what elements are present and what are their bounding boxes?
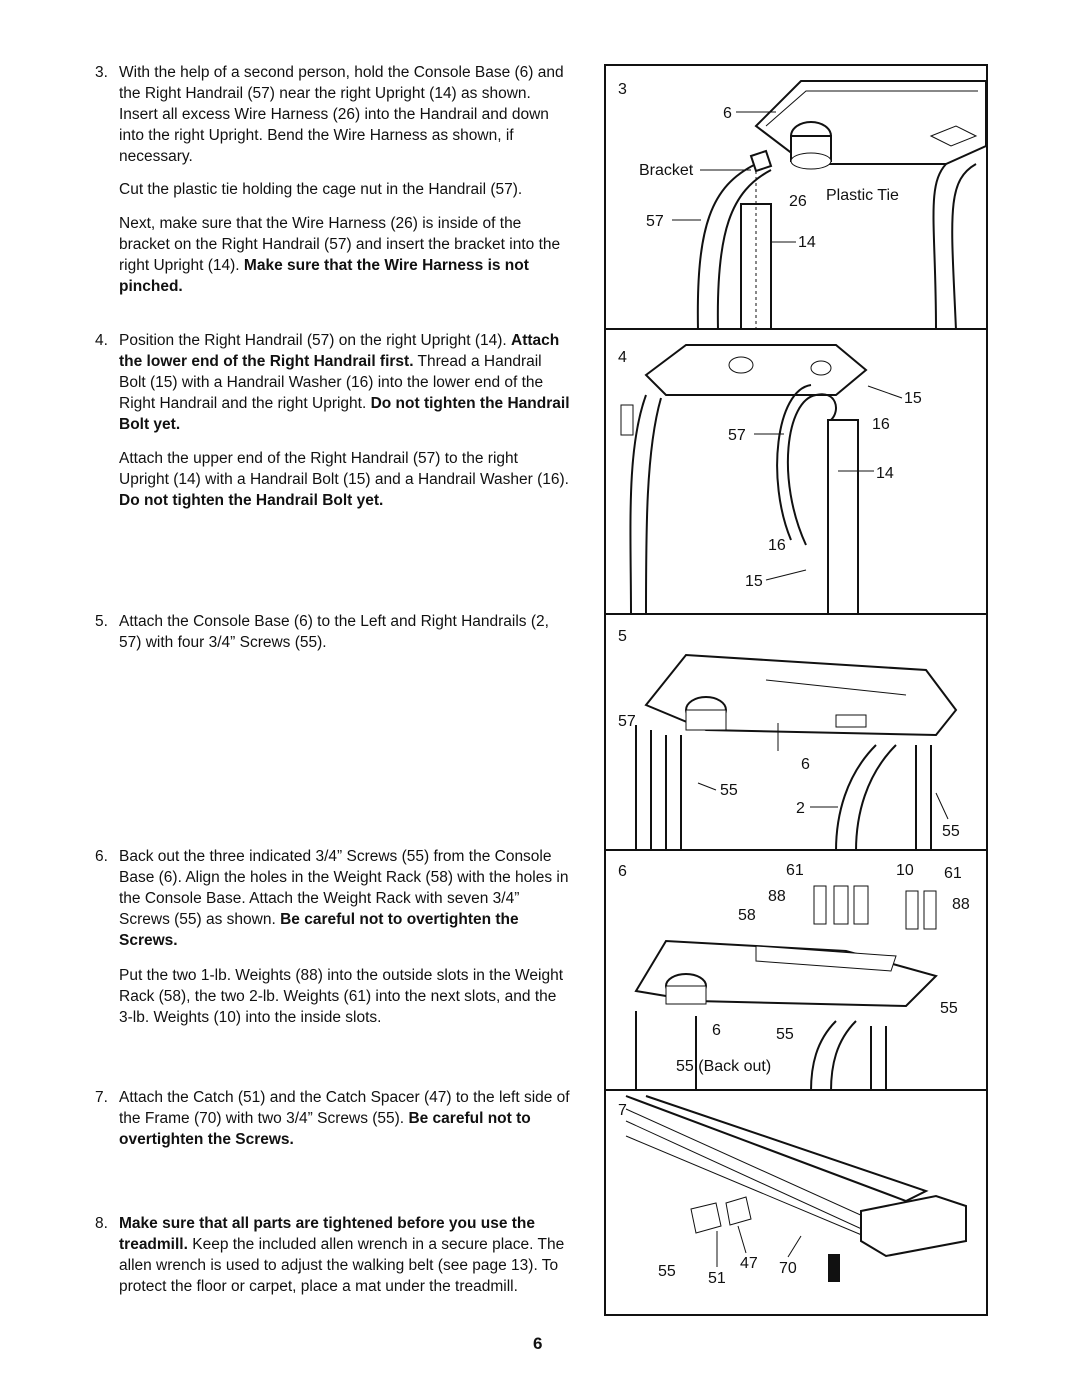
step-6 [95, 846, 570, 1028]
step-paragraph: Attach the Console Base (6) to the Left and Right Handrails (2, 57) with four 3/4” Screws (55). [119, 613, 549, 651]
step-paragraph: Position the Right Handrail (57) on the right Upright (14). Attach the lower end of the Right Handrail first. Thread a Handrail Bolt (15) with a Handrail Washer (16) into the lower end of the Right Handrail and the right Upright. Do not tighten the Handrail Bolt yet. [119, 332, 570, 433]
figure-number: 7 [618, 1102, 627, 1119]
warning-text: Do not tighten the Handrail Bolt yet. [119, 492, 384, 509]
step-paragraph: Put the two 1-lb. Weights (88) into the outside slots in the Weight Rack (58), the two 2-lb. Weights (61) into the next slots, and the 3-lb. Weights (10) into the inside slots. [119, 967, 563, 1026]
part-label: 2 [796, 800, 805, 817]
part-label: 55 [776, 1026, 794, 1043]
part-label: 47 [740, 1255, 758, 1272]
part-label: 55 [720, 782, 738, 799]
part-label: 57 [618, 713, 636, 730]
figure-6-drawing [606, 851, 986, 1091]
step-number: 8. [95, 1215, 108, 1232]
warning-text: Be careful not to overtighten the Screws. [119, 911, 519, 949]
step-paragraph: Attach the upper end of the Right Handrail (57) to the right Upright (14) with a Handrail Bolt (15) and a Handrail Washer (16). Do not tighten the Handrail Bolt yet. [119, 450, 569, 509]
step-number: 5. [95, 613, 108, 630]
callout-labels [728, 386, 922, 590]
warning-text: Do not tighten the Handrail Bolt yet. [119, 395, 570, 433]
figure-6 [604, 849, 988, 1091]
part-label: 16 [872, 416, 890, 433]
warning-text: Make sure that all parts are tightened before you use the treadmill. [119, 1215, 536, 1253]
step-paragraph: With the help of a second person, hold the Console Base (6) and the Right Handrail (57) near the right Upright (14) as shown. Insert all excess Wire Harness (26) into the Handrail and down into the right Upright. Bend the Wire Harness as shown, if necessary. [119, 64, 564, 165]
part-label: 61 [786, 862, 804, 879]
part-label: 16 [768, 537, 786, 554]
step-5 [95, 611, 570, 653]
part-label: 14 [876, 465, 894, 482]
part-label: 26 [789, 193, 807, 210]
step-number: 4. [95, 332, 108, 349]
part-label: 6 [723, 105, 732, 122]
part-label: 61 [944, 865, 962, 882]
part-label: 55 [658, 1263, 676, 1280]
part-label: 51 [708, 1270, 726, 1287]
callout-labels [658, 1226, 801, 1287]
part-label: Bracket [639, 162, 694, 179]
step-number: 7. [95, 1089, 108, 1106]
part-label: 6 [712, 1022, 721, 1039]
part-label: 88 [768, 888, 786, 905]
part-label: 58 [738, 907, 756, 924]
figure-number: 6 [618, 863, 627, 880]
part-label: 55 (Back out) [676, 1058, 772, 1075]
part-label: 55 [940, 1000, 958, 1017]
figure-7-drawing [606, 1091, 986, 1314]
figure-4-drawing [606, 330, 986, 615]
step-paragraph: Cut the plastic tie holding the cage nut in the Handrail (57). [119, 181, 523, 198]
step-paragraph: Next, make sure that the Wire Harness (26) is inside of the bracket on the Right Handrail (57) and insert the bracket into the right Upright (14). Make sure that the Wire Harness is not pinched. [119, 215, 561, 295]
figure-4 [604, 328, 988, 615]
figure-number: 4 [618, 349, 627, 366]
figure-5 [604, 613, 988, 851]
part-label: 6 [801, 756, 810, 773]
part-label: 10 [896, 862, 914, 879]
step-paragraph: Make sure that all parts are tightened before you use the treadmill. Keep the included allen wrench in a secure place. The allen wrench is used to adjust the walking belt (see page 13). To protect the floor or carpet, place a mat under the treadmill. [119, 1215, 565, 1295]
step-4 [95, 330, 570, 511]
step-8 [95, 1213, 570, 1297]
part-label: 55 [942, 823, 960, 840]
step-number: 3. [95, 64, 108, 81]
warning-text: Attach the lower end of the Right Handrail first. [119, 332, 560, 370]
part-label: 57 [646, 213, 664, 230]
part-label: 14 [798, 234, 816, 251]
warning-text: Make sure that the Wire Harness is not pinched. [119, 257, 529, 295]
part-label: 15 [745, 573, 763, 590]
step-paragraph: Back out the three indicated 3/4” Screws (55) from the Console Base (6). Align the holes in the Weight Rack (58) with the holes in the Console Base. Attach the Weight Rack with seven 3/4” Screws (55) as shown. Be careful not to overtighten the Screws. [119, 848, 569, 949]
figure-3 [604, 64, 988, 330]
step-number: 6. [95, 848, 108, 865]
part-label: Plastic Tie [826, 187, 899, 204]
step-7 [95, 1087, 570, 1150]
part-label: 57 [728, 427, 746, 444]
part-label: 70 [779, 1260, 797, 1277]
figure-7 [604, 1089, 988, 1316]
part-label: 15 [904, 390, 922, 407]
figure-number: 3 [618, 81, 627, 98]
page-number: 6 [533, 1334, 543, 1353]
figure-3-drawing [606, 66, 986, 330]
part-label: 88 [952, 896, 970, 913]
figure-number: 5 [618, 628, 627, 645]
step-3 [95, 62, 570, 297]
warning-text: Be careful not to overtighten the Screws. [119, 1110, 531, 1148]
figure-5-drawing [606, 615, 986, 851]
step-paragraph: Attach the Catch (51) and the Catch Spacer (47) to the left side of the Frame (70) with two 3/4” Screws (55). Be careful not to overtighten the Screws. [119, 1089, 570, 1148]
